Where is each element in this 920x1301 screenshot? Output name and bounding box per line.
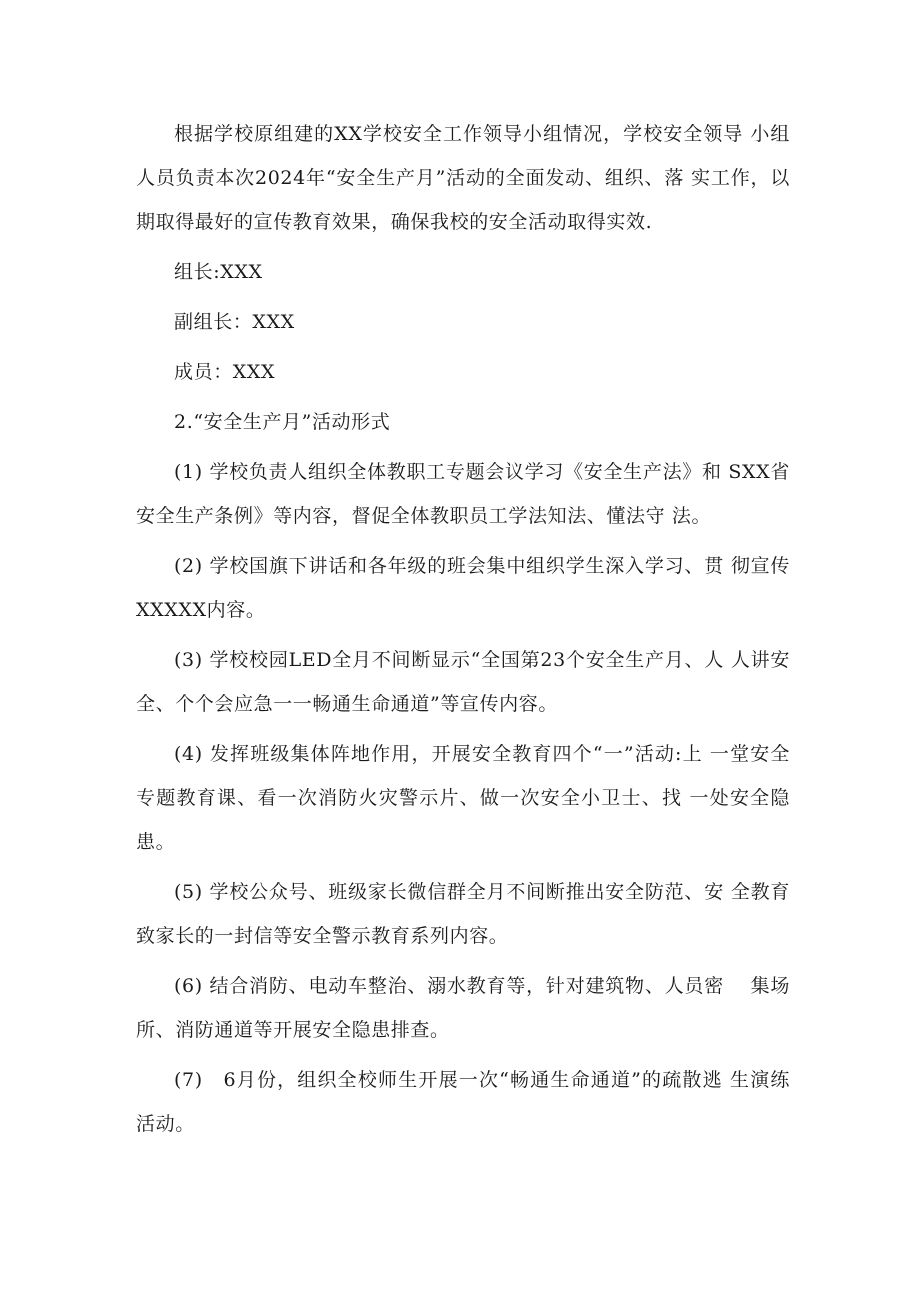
vice-leader-line: 副组长：XXX [174, 311, 295, 333]
list-item-2: (2) 学校国旗下讲话和各年级的班会集中组织学生深入学习、贯 彻宣传XXXXX内容。 [136, 555, 790, 621]
list-item-4: (4) 发挥班级集体阵地作用，开展安全教育四个“一”活动:上 一堂安全专题教育课、看一次消防火灾警示片、做一次安全小卫士、找 一处安全隐患。 [136, 743, 790, 853]
list-item-1: (1) 学校负责人组织全体教职工专题会议学习《安全生产法》和 SXX省安全生产条例》等内容，督促全体教职员工学法知法、懂法守 法。 [136, 461, 790, 527]
section-heading: 2.“安全生产月”活动形式 [174, 411, 391, 433]
list-item-3: (3) 学校校园LED全月不间断显示“全国第23个安全生产月、人 人讲安全、个个会应急一一畅通生命通道”等宣传内容。 [136, 649, 790, 715]
leader-line: 组长:XXX [174, 261, 263, 283]
members-line: 成员：XXX [174, 361, 276, 383]
list-item-7: (7) 6月份，组织全校师生开展一次“畅通生命通道”的疏散逃 生演练活动。 [136, 1069, 790, 1135]
document-page [136, 112, 790, 1146]
list-item-5: (5) 学校公众号、班级家长微信群全月不间断推出安全防范、安 全教育致家长的一封信等安全警示教育系列内容。 [136, 881, 790, 947]
intro-paragraph: 根据学校原组建的XX学校安全工作领导小组情况，学校安全领导 小组人员负责本次2024年“安全生产月”活动的全面发动、组织、落 实工作，以期取得最好的宣传教育效果，确保我校的安全活动取得实效. [136, 123, 790, 233]
list-item-6: (6) 结合消防、电动车整治、溺水教育等，针对建筑物、人员密 集场所、消防通道等开展安全隐患排查。 [136, 975, 790, 1041]
